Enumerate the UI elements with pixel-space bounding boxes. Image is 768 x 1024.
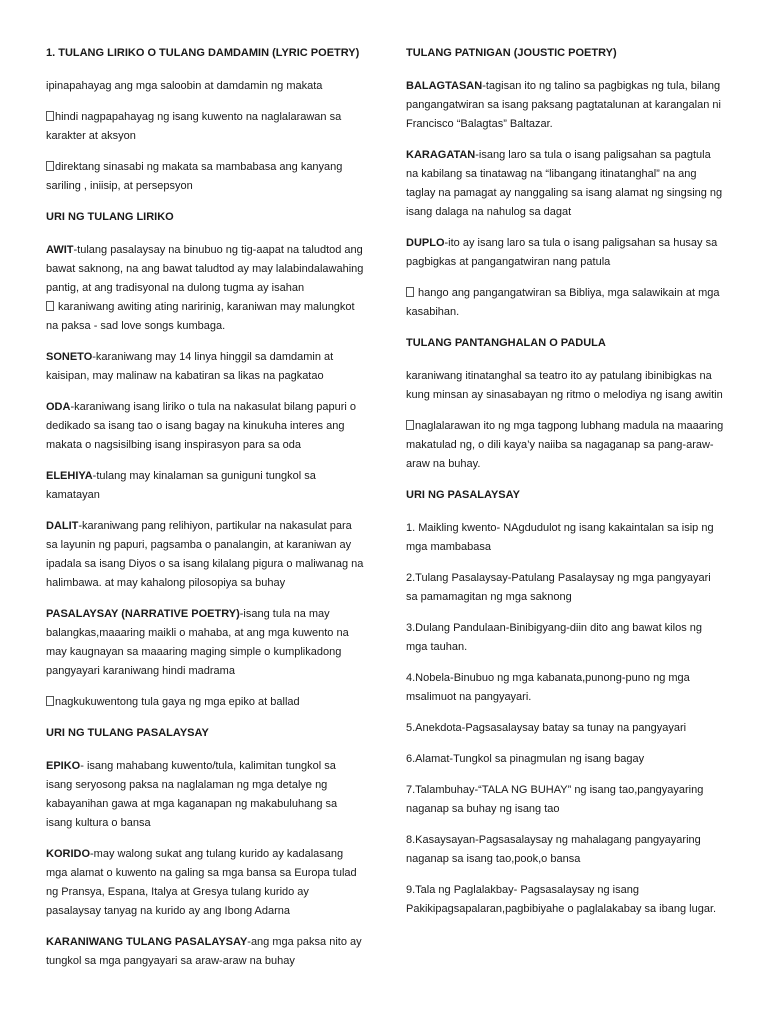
paragraph-text: -tagisan ito ng talino sa pagbigkas ng tula, bilang pangangatwiran sa isang paksang pagtatalunan at karangalan ni Francisco “Balagtas” Baltazar. bbox=[406, 80, 721, 130]
section-heading: TULANG PATNIGAN (JOUSTIC POETRY) bbox=[406, 47, 617, 59]
paragraph bbox=[46, 757, 364, 833]
paragraph bbox=[406, 619, 724, 657]
term: ELEHIYA bbox=[46, 470, 93, 482]
paragraph-text: -karaniwang pang relihiyon, partikular na nakasulat para sa layunin ng papuri, pagsamba o panalangin, at karaniwan ay ipadala sa isang Diyos o sa isang kilalang pigura o maliwanag na halimbawa. at may kahalong pilosopiya sa buhay bbox=[46, 520, 364, 589]
missing-glyph-icon bbox=[46, 111, 54, 121]
paragraph bbox=[46, 517, 364, 593]
paragraph-text: hango ang pangangatwiran sa Bibliya, mga salawikain at mga kasabihan. bbox=[406, 287, 720, 318]
right-column bbox=[406, 44, 724, 931]
paragraph-text: -tulang may kinalaman sa guniguni tungkol sa kamatayan bbox=[46, 470, 316, 501]
paragraph-text: direktang sinasabi ng makata sa mambabasa ang kanyang sariling , iniisip, at persepsyon bbox=[46, 161, 343, 192]
left-column bbox=[46, 44, 364, 983]
paragraph bbox=[406, 77, 724, 134]
paragraph-text: 5.Anekdota-Pagsasalaysay batay sa tunay na pangyayari bbox=[406, 722, 687, 734]
paragraph bbox=[46, 933, 364, 971]
paragraph-text: -may walong sukat ang tulang kurido ay kadalasang mga alamat o kuwento na galing sa mga bansa sa Europa tulad ng Pransya, Espana, Italya at Gresya tulang kurido ay pasalaysay tanyag na kurido ay ang Ibong Adarna bbox=[46, 848, 357, 917]
paragraph bbox=[406, 750, 724, 769]
paragraph bbox=[406, 519, 724, 557]
term: AWIT bbox=[46, 244, 74, 256]
paragraph-text: hindi nagpapahayag ng isang kuwento na naglalarawan sa karakter at aksyon bbox=[46, 111, 342, 142]
missing-glyph-icon bbox=[406, 287, 414, 297]
paragraph-text: nagkukuwentong tula gaya ng mga epiko at ballad bbox=[55, 696, 300, 708]
missing-glyph-icon bbox=[46, 301, 54, 311]
paragraph-text: karaniwang awiting ating naririnig, karaniwan may malungkot na paksa - sad love songs kumbaga. bbox=[46, 301, 355, 332]
paragraph bbox=[46, 398, 364, 455]
paragraph-text: -ang mga paksa nito ay tungkol sa mga pangyayari sa araw-araw na buhay bbox=[46, 936, 362, 967]
paragraph bbox=[46, 605, 364, 681]
paragraph bbox=[406, 669, 724, 707]
paragraph-text: 6.Alamat-Tungkol sa pinagmulan ng isang bagay bbox=[406, 753, 645, 765]
section-heading: URI NG TULANG LIRIKO bbox=[46, 211, 174, 223]
paragraph-text: 3.Dulang Pandulaan-Binibigyang-diin dito ang bawat kilos ng mga tauhan. bbox=[406, 622, 702, 653]
paragraph bbox=[46, 77, 364, 96]
paragraph bbox=[406, 284, 724, 322]
term: KARANIWANG TULANG PASALAYSAY bbox=[46, 936, 248, 948]
term: DUPLO bbox=[406, 237, 445, 249]
term: DALIT bbox=[46, 520, 79, 532]
term: KARAGATAN bbox=[406, 149, 476, 161]
paragraph bbox=[406, 781, 724, 819]
paragraph bbox=[406, 234, 724, 272]
term: EPIKO bbox=[46, 760, 81, 772]
paragraph bbox=[406, 569, 724, 607]
term: ODA bbox=[46, 401, 71, 413]
paragraph bbox=[46, 108, 364, 146]
paragraph bbox=[406, 719, 724, 738]
paragraph-text: karaniwang itinatanghal sa teatro ito ay patulang ibinibigkas na kung minsan ay sinasabayan ng ritmo o melodiya ng isang awitin bbox=[406, 370, 723, 401]
paragraph-text: -isang laro sa tula o isang paligsahan sa pagtula na kabilang sa tinatawag na “libangang itinatanghal” na ang taglay na pamagat ay nanggaling sa isang alamat ng singsing ng isang dalaga na nahulog sa dagat bbox=[406, 149, 723, 218]
term: BALAGTASAN bbox=[406, 80, 483, 92]
paragraph bbox=[46, 348, 364, 386]
paragraph bbox=[406, 146, 724, 222]
paragraph-text: 9.Tala ng Paglalakbay- Pagsasalaysay ng isang Pakikipagsapalaran,pagbibiyahe o paglalakabay sa ibang lugar. bbox=[406, 884, 717, 915]
paragraph bbox=[46, 845, 364, 921]
term: PASALAYSAY (NARRATIVE POETRY) bbox=[46, 608, 240, 620]
paragraph-text: -karaniwang may 14 linya hinggil sa damdamin at kaisipan, may malinaw na kabatiran sa likas na pagkatao bbox=[46, 351, 334, 382]
paragraph bbox=[406, 417, 724, 474]
paragraph-text: -tulang pasalaysay na binubuo ng tig-aapat na taludtod ang bawat saknong, na ang bawat taludtod ay may lalabindalawahing pantig, at ang tradisyonal na dulong tugma ay isahan bbox=[46, 244, 364, 294]
paragraph-text: 1. Maikling kwento- NAgdudulot ng isang kakaintalan sa isip ng mga mambabasa bbox=[406, 522, 714, 553]
missing-glyph-icon bbox=[46, 696, 54, 706]
paragraph-text: ipinapahayag ang mga saloobin at damdamin ng makata bbox=[46, 80, 323, 92]
paragraph bbox=[46, 693, 364, 712]
paragraph-text: 7.Talambuhay-“TALA NG BUHAY” ng isang tao,pangyayaring naganap sa buhay ng isang tao bbox=[406, 784, 704, 815]
paragraph-text: naglalarawan ito ng mga tagpong lubhang madula na maaaring makatulad ng, o dili kaya’y naiiba sa nagaganap sa pang-araw-araw na buhay. bbox=[406, 420, 724, 470]
paragraph bbox=[46, 241, 364, 336]
paragraph bbox=[406, 881, 724, 919]
section-heading: URI NG TULANG PASALAYSAY bbox=[46, 727, 209, 739]
section-heading: URI NG PASALAYSAY bbox=[406, 489, 520, 501]
paragraph-text: 8.Kasaysayan-Pagsasalaysay ng mahalagang pangyayaring naganap sa isang tao,pook,o bansa bbox=[406, 834, 701, 865]
section-heading: TULANG PANTANGHALAN O PADULA bbox=[406, 337, 606, 349]
paragraph-text: 2.Tulang Pasalaysay-Patulang Pasalaysay ng mga pangyayari sa pamamagitan ng mga saknong bbox=[406, 572, 711, 603]
paragraph-text: - isang mahabang kuwento/tula, kalimitan tungkol sa isang seryosong paksa na naglalaman ng mga detalye ng kabayanihan gawa at mga kaganapan ng makabuluhang sa isang kultura o bansa bbox=[46, 760, 338, 829]
section-heading: 1. TULANG LIRIKO O TULANG DAMDAMIN (LYRIC POETRY) bbox=[46, 47, 360, 59]
paragraph-text: 4.Nobela-Binubuo ng mga kabanata,punong-puno ng mga msalimuot na pangyayari. bbox=[406, 672, 690, 703]
paragraph-text: -karaniwang isang liriko o tula na nakasulat bilang papuri o dedikado sa isang tao o isang bagay na kinukuha interes ang makata o nagsisilbing isang inspirasyon para sa oda bbox=[46, 401, 357, 451]
paragraph bbox=[406, 367, 724, 405]
term: KORIDO bbox=[46, 848, 90, 860]
missing-glyph-icon bbox=[406, 420, 414, 430]
term: SONETO bbox=[46, 351, 93, 363]
paragraph bbox=[46, 158, 364, 196]
paragraph-text: -isang tula na may balangkas,maaaring maikli o mahaba, at ang mga kuwento na may kaugnayan sa maaaring maging simple o kumplikadong pangyayari karaniwang hindi madrama bbox=[46, 608, 349, 677]
missing-glyph-icon bbox=[46, 161, 54, 171]
paragraph bbox=[406, 831, 724, 869]
paragraph bbox=[46, 467, 364, 505]
paragraph-text: -ito ay isang laro sa tula o isang paligsahan sa husay sa pagbigkas at pangangatwiran nang patula bbox=[406, 237, 718, 268]
